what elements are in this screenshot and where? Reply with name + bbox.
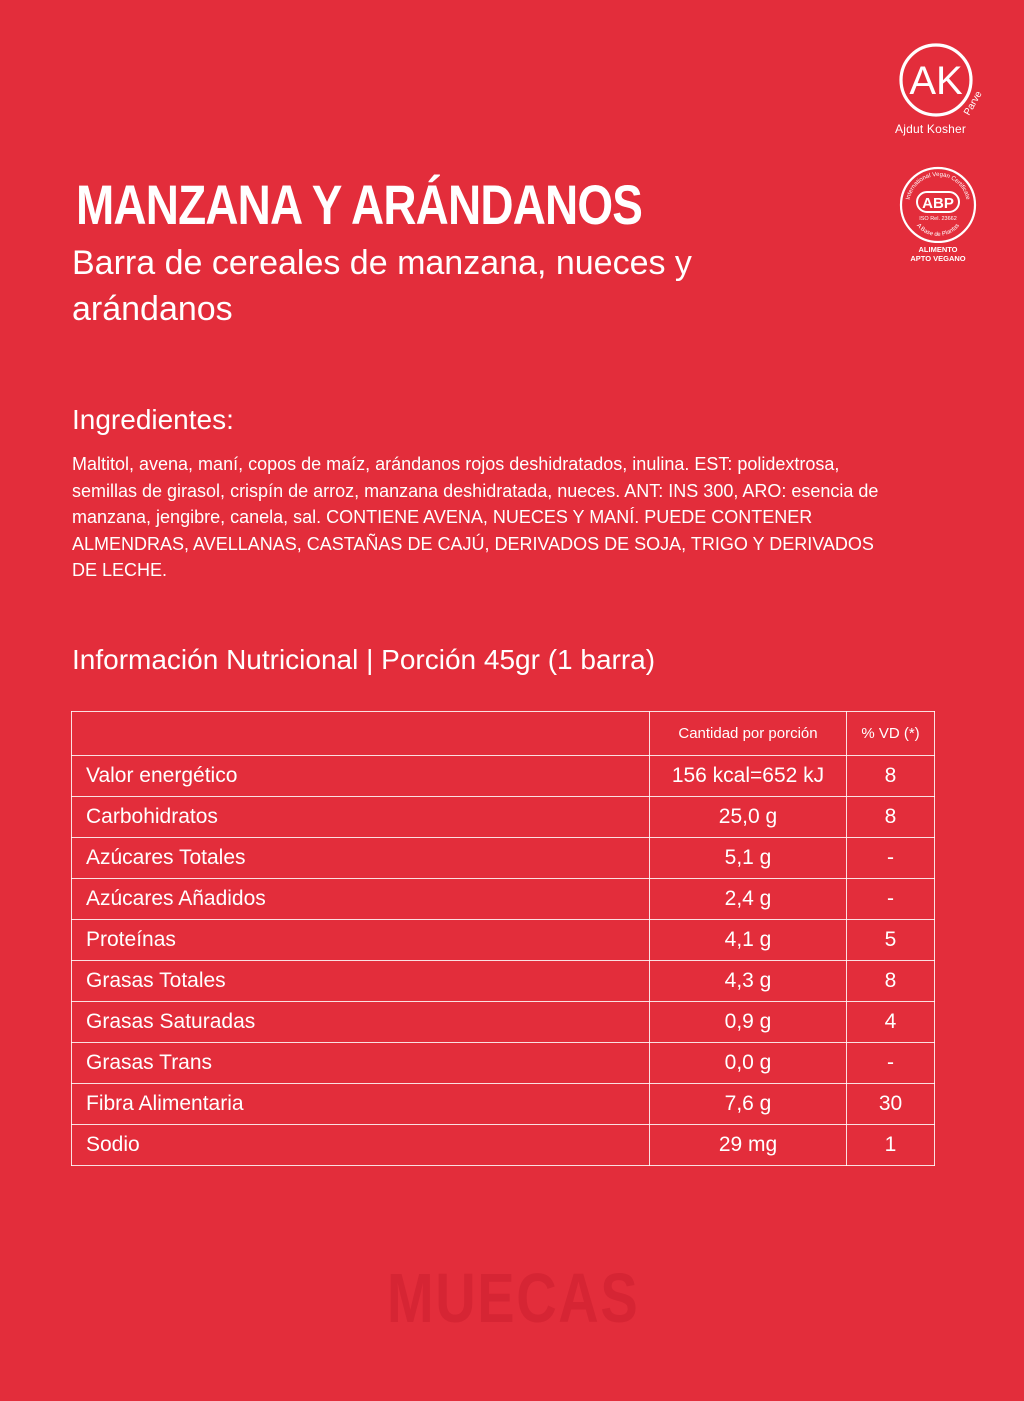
table-row bbox=[72, 879, 935, 920]
nutrient-amount: 25,0 g bbox=[650, 797, 847, 838]
nutrient-amount: 7,6 g bbox=[650, 1084, 847, 1125]
table-row bbox=[72, 756, 935, 797]
nutrient-vd: 5 bbox=[847, 920, 935, 961]
vegan-caption-line1: ALIMENTO bbox=[918, 245, 958, 254]
vegan-caption-line2: APTO VEGANO bbox=[910, 254, 966, 263]
nutrient-name: Sodio bbox=[72, 1125, 650, 1166]
nutrient-amount: 2,4 g bbox=[650, 879, 847, 920]
nutrient-vd: - bbox=[847, 879, 935, 920]
nutrient-name: Azúcares Totales bbox=[72, 838, 650, 879]
nutrient-name: Grasas Trans bbox=[72, 1043, 650, 1084]
nutrient-name: Valor energético bbox=[72, 756, 650, 797]
nutrient-name: Carbohidratos bbox=[72, 797, 650, 838]
nutrient-amount: 5,1 g bbox=[650, 838, 847, 879]
nutrient-vd: 8 bbox=[847, 961, 935, 1002]
vegan-seal-center: ABP bbox=[922, 195, 954, 212]
nutrient-name: Proteínas bbox=[72, 920, 650, 961]
column-header-amount: Cantidad por porción bbox=[650, 712, 847, 756]
nutrient-amount: 156 kcal=652 kJ bbox=[650, 756, 847, 797]
table-row bbox=[72, 1125, 935, 1166]
kosher-caption: Ajdut Kosher bbox=[895, 122, 967, 136]
table-row bbox=[72, 1002, 935, 1043]
vegan-ring-text-top: International Vegan Certificate bbox=[905, 171, 971, 201]
kosher-seal-arc-text: Parve bbox=[962, 89, 985, 118]
kosher-badge bbox=[895, 40, 985, 136]
column-header-vd: % VD (*) bbox=[847, 712, 935, 756]
table-row bbox=[72, 1043, 935, 1084]
table-row bbox=[72, 797, 935, 838]
nutrient-amount: 4,1 g bbox=[650, 920, 847, 961]
nutrient-name: Fibra Alimentaria bbox=[72, 1084, 650, 1125]
nutrient-amount: 29 mg bbox=[650, 1125, 847, 1166]
column-header-name bbox=[72, 712, 650, 756]
nutrient-name: Grasas Saturadas bbox=[72, 1002, 650, 1043]
nutrient-vd: 8 bbox=[847, 756, 935, 797]
table-row bbox=[72, 920, 935, 961]
ingredients-heading: Ingredientes: bbox=[72, 404, 234, 435]
table-row bbox=[72, 961, 935, 1002]
ingredients-text: Maltitol, avena, maní, copos de maíz, arándanos rojos deshidratados, inulina. EST: polidextrosa, semillas de girasol, crispín de arroz, manzana deshidratada, nueces. ANT: INS 300, ARO: esencia de manzana, jengibre, canela, sal. CONTIENE AVENA, NUECES Y MANÍ. PUEDE CONTENER ALMENDRAS, AVELLANAS, CASTAÑAS DE CAJÚ, DERIVADOS DE SOJA, TRIGO Y DERIVADOS DE LECHE. bbox=[72, 454, 879, 580]
nutrient-name: Grasas Totales bbox=[72, 961, 650, 1002]
nutrition-table-header bbox=[72, 712, 935, 756]
nutrition-heading: Información Nutricional | Porción 45gr (1 barra) bbox=[72, 644, 656, 675]
svg-text:A Base de Plantas bbox=[915, 223, 961, 238]
product-title: MANZANA Y ARÁNDANOS bbox=[76, 173, 643, 236]
nutrition-table bbox=[71, 711, 935, 1166]
vegan-seal-iso: ISO Rel. 23662 bbox=[919, 216, 957, 222]
vegan-ring-text-bottom: A Base de Plantas bbox=[915, 222, 961, 239]
vegan-seal-icon bbox=[897, 165, 979, 243]
nutrient-vd: 4 bbox=[847, 1002, 935, 1043]
nutrient-vd: 30 bbox=[847, 1084, 935, 1125]
nutrient-amount: 0,9 g bbox=[650, 1002, 847, 1043]
vegan-badge bbox=[893, 165, 983, 263]
nutrient-vd: - bbox=[847, 838, 935, 879]
nutrient-vd: 1 bbox=[847, 1125, 935, 1166]
kosher-seal-letters: AK bbox=[909, 59, 963, 103]
table-row bbox=[72, 838, 935, 879]
nutrient-vd: 8 bbox=[847, 797, 935, 838]
product-subtitle: Barra de cereales de manzana, nueces y arándanos bbox=[72, 244, 692, 328]
nutrient-vd: - bbox=[847, 1043, 935, 1084]
brand-logo: MUECAS bbox=[387, 1259, 640, 1337]
nutrient-name: Azúcares Añadidos bbox=[72, 879, 650, 920]
kosher-seal-icon bbox=[895, 40, 985, 124]
nutrient-amount: 4,3 g bbox=[650, 961, 847, 1002]
table-row bbox=[72, 1084, 935, 1125]
nutrient-amount: 0,0 g bbox=[650, 1043, 847, 1084]
